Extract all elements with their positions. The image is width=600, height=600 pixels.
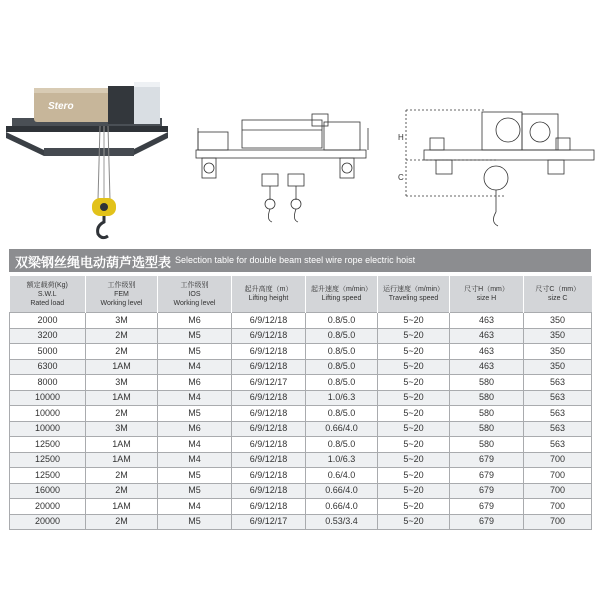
cell-lifting-speed: 0.8/5.0 [306, 375, 378, 391]
cell-size-c: 563 [524, 390, 592, 406]
svg-text:Stero: Stero [48, 101, 74, 112]
cell-fem-level: 1AM [86, 359, 158, 375]
cell-lifting-speed: 1.0/6.3 [306, 452, 378, 468]
cell-size-h: 580 [450, 437, 524, 453]
selection-table [9, 276, 592, 530]
cell-size-h: 580 [450, 375, 524, 391]
cell-size-h: 679 [450, 452, 524, 468]
cell-lifting-speed: 0.66/4.0 [306, 421, 378, 437]
table-row [10, 514, 592, 530]
cell-size-c: 700 [524, 499, 592, 515]
cell-traveling-speed: 5~20 [378, 437, 450, 453]
cell-lifting-height: 6/9/12/18 [232, 468, 306, 484]
table-row [10, 359, 592, 375]
cell-rated-load: 16000 [10, 483, 86, 499]
cell-size-h: 463 [450, 344, 524, 360]
cell-size-c: 700 [524, 483, 592, 499]
cell-rated-load: 10000 [10, 406, 86, 422]
cell-rated-load: 2000 [10, 313, 86, 329]
cell-traveling-speed: 5~20 [378, 421, 450, 437]
cell-lifting-height: 6/9/12/18 [232, 437, 306, 453]
cell-lifting-height: 6/9/12/18 [232, 421, 306, 437]
table-header-row [10, 276, 592, 313]
cell-lifting-height: 6/9/12/18 [232, 344, 306, 360]
table-row [10, 421, 592, 437]
cell-lifting-height: 6/9/12/18 [232, 483, 306, 499]
cell-fem-level: 1AM [86, 499, 158, 515]
cell-rated-load: 12500 [10, 437, 86, 453]
cell-traveling-speed: 5~20 [378, 452, 450, 468]
cell-fem-level: 3M [86, 313, 158, 329]
cell-fem-level: 2M [86, 483, 158, 499]
cell-lifting-height: 6/9/12/18 [232, 499, 306, 515]
front-view-drawing [396, 100, 596, 250]
side-view-drawing [192, 110, 388, 240]
cell-rated-load: 6300 [10, 359, 86, 375]
table-title-chinese: 双梁钢丝绳电动葫芦选型表 [15, 256, 172, 271]
table-row [10, 437, 592, 453]
cell-fem-level: 1AM [86, 390, 158, 406]
cell-size-h: 679 [450, 499, 524, 515]
cell-lifting-speed: 0.8/5.0 [306, 344, 378, 360]
table-row [10, 344, 592, 360]
cell-lifting-speed: 0.6/4.0 [306, 468, 378, 484]
cell-ios-level: M5 [158, 406, 232, 422]
cell-fem-level: 1AM [86, 437, 158, 453]
cell-ios-level: M5 [158, 468, 232, 484]
cell-size-c: 700 [524, 468, 592, 484]
cell-rated-load: 12500 [10, 468, 86, 484]
cell-ios-level: M4 [158, 437, 232, 453]
cell-traveling-speed: 5~20 [378, 514, 450, 530]
cell-size-c: 563 [524, 406, 592, 422]
cell-size-c: 563 [524, 375, 592, 391]
cell-fem-level: 2M [86, 514, 158, 530]
cell-lifting-speed: 0.53/3.4 [306, 514, 378, 530]
table-row [10, 483, 592, 499]
table-body [10, 313, 592, 530]
header-lifting-height: 起升高度（m） Lifting height [232, 276, 306, 313]
cell-lifting-speed: 0.8/5.0 [306, 313, 378, 329]
cell-size-h: 580 [450, 390, 524, 406]
cell-lifting-speed: 0.66/4.0 [306, 499, 378, 515]
cell-rated-load: 8000 [10, 375, 86, 391]
cell-lifting-speed: 0.8/5.0 [306, 359, 378, 375]
cell-rated-load: 20000 [10, 514, 86, 530]
cell-size-c: 350 [524, 313, 592, 329]
brand-logo [48, 101, 74, 112]
cell-traveling-speed: 5~20 [378, 499, 450, 515]
dimension-h-label: H [398, 133, 404, 142]
header-ios-working-level: 工作级别 IOS Working level [158, 276, 232, 313]
cell-fem-level: 2M [86, 328, 158, 344]
cell-size-c: 563 [524, 421, 592, 437]
cell-rated-load: 3200 [10, 328, 86, 344]
cell-traveling-speed: 5~20 [378, 375, 450, 391]
cell-fem-level: 1AM [86, 452, 158, 468]
cell-fem-level: 2M [86, 468, 158, 484]
cell-rated-load: 10000 [10, 421, 86, 437]
table-row [10, 452, 592, 468]
cell-ios-level: M5 [158, 344, 232, 360]
cell-lifting-speed: 0.8/5.0 [306, 437, 378, 453]
cell-rated-load: 5000 [10, 344, 86, 360]
cell-rated-load: 12500 [10, 452, 86, 468]
cell-traveling-speed: 5~20 [378, 359, 450, 375]
cell-size-c: 350 [524, 344, 592, 360]
cell-size-c: 700 [524, 452, 592, 468]
cell-fem-level: 2M [86, 344, 158, 360]
table-row [10, 375, 592, 391]
cell-size-h: 463 [450, 328, 524, 344]
cell-rated-load: 10000 [10, 390, 86, 406]
dimension-c-label: C [398, 173, 404, 182]
cell-ios-level: M5 [158, 514, 232, 530]
cell-rated-load: 20000 [10, 499, 86, 515]
cell-ios-level: M4 [158, 499, 232, 515]
cell-lifting-height: 6/9/12/18 [232, 313, 306, 329]
header-size-c: 尺寸C（mm） size C [524, 276, 592, 313]
cell-size-c: 350 [524, 328, 592, 344]
cell-ios-level: M6 [158, 313, 232, 329]
cell-size-c: 700 [524, 514, 592, 530]
header-fem-working-level: 工作级别 FEM Working level [86, 276, 158, 313]
product-figures [0, 70, 600, 248]
cell-ios-level: M5 [158, 328, 232, 344]
cell-ios-level: M4 [158, 359, 232, 375]
cell-ios-level: M5 [158, 483, 232, 499]
cell-size-c: 350 [524, 359, 592, 375]
header-rated-load: 额定载荷(Kg) S.W.L Rated load [10, 276, 86, 313]
cell-traveling-speed: 5~20 [378, 328, 450, 344]
cell-ios-level: M4 [158, 452, 232, 468]
cell-size-c: 563 [524, 437, 592, 453]
hoist-photo [4, 70, 172, 248]
cell-lifting-height: 6/9/12/18 [232, 359, 306, 375]
cell-lifting-height: 6/9/12/18 [232, 328, 306, 344]
table-row [10, 499, 592, 515]
header-traveling-speed: 运行速度（m/min） Traveling speed [378, 276, 450, 313]
cell-size-h: 679 [450, 468, 524, 484]
cell-lifting-speed: 1.0/6.3 [306, 390, 378, 406]
table-row [10, 313, 592, 329]
table-title-bar [9, 249, 591, 272]
cell-lifting-height: 6/9/12/17 [232, 375, 306, 391]
table-row [10, 468, 592, 484]
cell-traveling-speed: 5~20 [378, 483, 450, 499]
table-row [10, 390, 592, 406]
cell-ios-level: M4 [158, 390, 232, 406]
cell-size-h: 580 [450, 406, 524, 422]
cell-lifting-height: 6/9/12/18 [232, 406, 306, 422]
cell-lifting-height: 6/9/12/18 [232, 390, 306, 406]
cell-traveling-speed: 5~20 [378, 406, 450, 422]
header-lifting-speed: 起升速度（m/min） Lifting speed [306, 276, 378, 313]
cell-traveling-speed: 5~20 [378, 390, 450, 406]
table-row [10, 328, 592, 344]
cell-lifting-height: 6/9/12/17 [232, 514, 306, 530]
cell-fem-level: 2M [86, 406, 158, 422]
cell-lifting-height: 6/9/12/18 [232, 452, 306, 468]
table-title-english: Selection table for double beam steel wire rope electric hoist [175, 255, 416, 265]
cell-ios-level: M6 [158, 421, 232, 437]
cell-traveling-speed: 5~20 [378, 313, 450, 329]
header-size-h: 尺寸H（mm） size H [450, 276, 524, 313]
cell-fem-level: 3M [86, 375, 158, 391]
cell-size-h: 580 [450, 421, 524, 437]
cell-traveling-speed: 5~20 [378, 468, 450, 484]
cell-size-h: 679 [450, 483, 524, 499]
cell-fem-level: 3M [86, 421, 158, 437]
table-row [10, 406, 592, 422]
cell-size-h: 463 [450, 313, 524, 329]
cell-lifting-speed: 0.8/5.0 [306, 406, 378, 422]
cell-lifting-speed: 0.66/4.0 [306, 483, 378, 499]
cell-traveling-speed: 5~20 [378, 344, 450, 360]
cell-size-h: 679 [450, 514, 524, 530]
cell-lifting-speed: 0.8/5.0 [306, 328, 378, 344]
cell-size-h: 463 [450, 359, 524, 375]
cell-ios-level: M6 [158, 375, 232, 391]
